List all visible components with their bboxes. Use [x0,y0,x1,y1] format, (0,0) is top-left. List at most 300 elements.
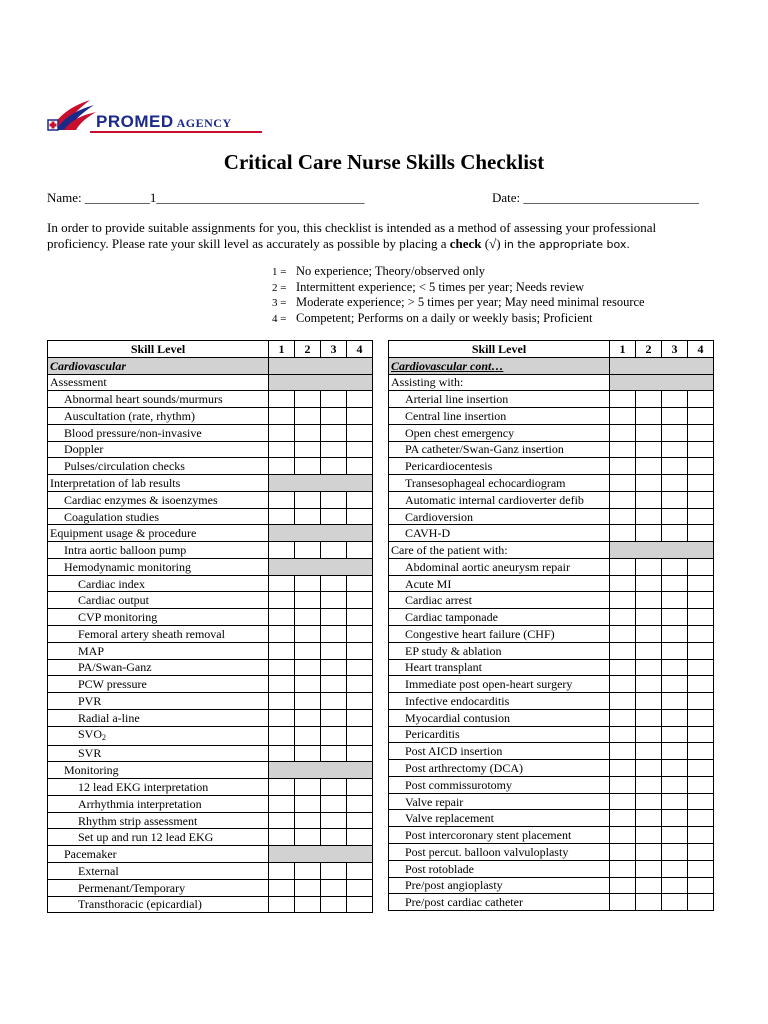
rating-4-box[interactable] [688,843,714,860]
rating-3-box[interactable] [321,491,347,508]
rating-4-box[interactable] [347,829,373,846]
skill-label [389,558,610,575]
rating-1-box[interactable] [269,879,295,896]
rating-4-box[interactable] [688,827,714,844]
rating-1-box[interactable] [269,626,295,643]
rating-2-box[interactable] [636,793,662,810]
rating-1-box[interactable] [610,894,636,911]
rating-2-box[interactable] [295,458,321,475]
rating-2-box[interactable] [295,879,321,896]
rating-2-box[interactable] [295,795,321,812]
rating-3-box[interactable] [321,408,347,425]
rating-1-box[interactable] [610,592,636,609]
skill-row [48,896,373,913]
rating-2-box[interactable] [295,896,321,913]
rating-1-box[interactable] [610,860,636,877]
skill-label [48,693,269,710]
rating-4-box[interactable] [347,508,373,525]
skill-label-text: Post percut. balloon valvuloplasty [405,844,569,859]
skill-row [389,609,714,626]
rating-1-box[interactable] [269,491,295,508]
rating-4-box[interactable] [688,877,714,894]
rating-1-box[interactable] [269,609,295,626]
skill-label-text: Cardiovascular cont… [391,358,504,373]
rating-2-box[interactable] [295,542,321,559]
rating-4-box[interactable] [688,458,714,475]
rating-2-box[interactable] [636,575,662,592]
rating-1-box[interactable] [610,726,636,743]
rating-2-box[interactable] [636,626,662,643]
skill-label [389,626,610,643]
rating-3-box[interactable] [662,827,688,844]
skill-label [48,779,269,796]
rating-2-box[interactable] [636,877,662,894]
rating-3-box[interactable] [662,525,688,542]
rating-1-box[interactable] [610,408,636,425]
rating-1-box[interactable] [610,760,636,777]
rating-4-box[interactable] [347,812,373,829]
rating-4-box[interactable] [688,391,714,408]
rating-2-box[interactable] [636,894,662,911]
rating-4-box[interactable] [347,391,373,408]
skill-label-text: 12 lead EKG interpretation [78,780,209,795]
rating-1-box[interactable] [610,491,636,508]
rating-4-box[interactable] [347,779,373,796]
skill-row [389,424,714,441]
rating-3-box[interactable] [321,862,347,879]
rating-3-box[interactable] [662,877,688,894]
rating-2-box[interactable] [295,508,321,525]
rating-2-box[interactable] [636,743,662,760]
intro-check-word: check [449,236,482,251]
rating-1-box[interactable] [610,558,636,575]
skill-label-text: Pericarditis [405,727,460,742]
rating-4-box[interactable] [688,810,714,827]
rating-1-box[interactable] [269,693,295,710]
rating-shaded-cell [269,374,373,391]
rating-2-box[interactable] [295,779,321,796]
rating-2-box[interactable] [295,642,321,659]
skill-label-text: PVR [78,693,102,708]
rating-2-box[interactable] [295,592,321,609]
rating-1-box[interactable] [269,424,295,441]
skill-label-text: Valve repair [405,794,464,809]
rating-3-box[interactable] [321,829,347,846]
rating-1-box[interactable] [610,659,636,676]
skill-label-text: CAVH-D [405,526,451,541]
skill-label [389,827,610,844]
rating-1-box[interactable] [269,676,295,693]
rating-4-box[interactable] [688,693,714,710]
rating-4-box[interactable] [688,659,714,676]
rating-3-box[interactable] [321,642,347,659]
legend-row [272,295,645,311]
skill-label-text: Doppler [64,442,104,457]
skill-label-text: Cardiac tamponade [405,610,498,625]
skill-label [389,760,610,777]
rating-3-box[interactable] [662,592,688,609]
rating-1-box[interactable] [610,793,636,810]
rating-3-box[interactable] [321,391,347,408]
rating-2-box[interactable] [636,592,662,609]
rating-4-box[interactable] [688,592,714,609]
rating-2-box[interactable] [295,408,321,425]
rating-1-box[interactable] [269,441,295,458]
rating-4-box[interactable] [347,795,373,812]
rating-3-box[interactable] [321,879,347,896]
rating-4-box[interactable] [347,676,373,693]
rating-3-box[interactable] [662,458,688,475]
date-field[interactable]: Date: ___________________________ [492,190,699,205]
skill-label-text: Rhythm strip assessment [78,813,198,828]
skill-label [48,424,269,441]
rating-4-box[interactable] [347,642,373,659]
rating-3-box[interactable] [321,795,347,812]
rating-shaded-cell [610,374,714,391]
logo-suffix: AGENCY [176,116,232,130]
rating-2-box[interactable] [636,659,662,676]
rating-1-box[interactable] [269,709,295,726]
skill-label [389,810,610,827]
skill-label-text: Set up and run 12 lead EKG [78,830,214,845]
rating-1-box[interactable] [610,676,636,693]
rating-4-box[interactable] [688,760,714,777]
rating-4-box[interactable] [688,793,714,810]
name-field[interactable]: Name: __________1________________________________ [47,190,365,205]
legend-num: 4 = [272,312,287,325]
rating-1-box[interactable] [269,862,295,879]
rating-1-box[interactable] [269,391,295,408]
rating-3-box[interactable] [321,745,347,762]
rating-3-box[interactable] [662,793,688,810]
rating-4-box[interactable] [347,441,373,458]
skill-label [48,709,269,726]
rating-3-box[interactable] [321,542,347,559]
rating-4-box[interactable] [688,475,714,492]
rating-4-box[interactable] [688,441,714,458]
rating-3-box[interactable] [662,843,688,860]
rating-1-box[interactable] [269,795,295,812]
skill-row [389,894,714,911]
rating-2-box[interactable] [636,458,662,475]
rating-1-box[interactable] [610,709,636,726]
rating-1-box[interactable] [610,441,636,458]
skill-label [48,896,269,913]
skill-row [48,609,373,626]
rating-1-box[interactable] [610,626,636,643]
rating-4-box[interactable] [688,508,714,525]
rating-1-box[interactable] [610,475,636,492]
rating-4-box[interactable] [347,424,373,441]
rating-2-box[interactable] [636,424,662,441]
rating-shaded-cell [269,357,373,374]
rating-4-box[interactable] [347,592,373,609]
rating-3-box[interactable] [662,860,688,877]
rating-3-box[interactable] [662,810,688,827]
rating-3-box[interactable] [662,642,688,659]
rating-1-box[interactable] [610,776,636,793]
rating-2-box[interactable] [636,441,662,458]
rating-3-box[interactable] [662,491,688,508]
skill-row [389,558,714,575]
rating-2-box[interactable] [636,391,662,408]
rating-2-box[interactable] [295,726,321,745]
rating-1-box[interactable] [269,812,295,829]
skill-row [48,642,373,659]
rating-4-box[interactable] [347,458,373,475]
rating-3-box[interactable] [321,508,347,525]
rating-2-box[interactable] [295,829,321,846]
rating-3-box[interactable] [662,475,688,492]
rating-3-box[interactable] [321,592,347,609]
rating-2-box[interactable] [636,843,662,860]
rating-3-box[interactable] [662,508,688,525]
rating-4-box[interactable] [347,575,373,592]
rating-4-box[interactable] [688,642,714,659]
rating-4-box[interactable] [347,693,373,710]
rating-3-box[interactable] [321,575,347,592]
rating-2-header: 2 [295,341,321,358]
rating-2-header: 2 [636,341,662,358]
rating-3-box[interactable] [321,626,347,643]
rating-3-box[interactable] [321,709,347,726]
rating-3-box[interactable] [662,743,688,760]
rating-3-box[interactable] [321,896,347,913]
intro-tail: in the appropriate box. [503,238,630,251]
skill-label-text: Blood pressure/non-invasive [64,425,202,440]
group-row [48,525,373,542]
rating-1-box[interactable] [269,659,295,676]
skill-row [389,441,714,458]
rating-1-box[interactable] [610,609,636,626]
rating-3-box[interactable] [321,779,347,796]
rating-4-box[interactable] [688,491,714,508]
skill-label-text: Cardioversion [405,509,473,524]
skill-label-text: Arrhythmia interpretation [78,796,202,811]
rating-2-box[interactable] [636,491,662,508]
rating-1-box[interactable] [610,843,636,860]
rating-4-box[interactable] [347,726,373,745]
skill-row [389,676,714,693]
rating-3-box[interactable] [662,894,688,911]
rating-1-box[interactable] [610,693,636,710]
rating-1-box[interactable] [610,877,636,894]
rating-4-box[interactable] [688,408,714,425]
rating-3-box[interactable] [662,676,688,693]
rating-1-box[interactable] [269,408,295,425]
rating-1-box[interactable] [269,458,295,475]
rating-4-box[interactable] [688,558,714,575]
rating-3-box[interactable] [321,812,347,829]
rating-1-box[interactable] [269,642,295,659]
skill-label-text: Transthoracic (epicardial) [78,897,202,912]
skill-label [48,357,269,374]
rating-2-box[interactable] [636,408,662,425]
rating-2-box[interactable] [295,862,321,879]
rating-3-box[interactable] [321,424,347,441]
rating-1-box[interactable] [610,525,636,542]
skill-label [389,424,610,441]
skill-label [389,860,610,877]
rating-1-box[interactable] [269,542,295,559]
rating-1-box[interactable] [610,391,636,408]
rating-2-box[interactable] [636,726,662,743]
skill-row [389,776,714,793]
rating-4-header: 4 [347,341,373,358]
rating-3-box[interactable] [662,659,688,676]
rating-3-box[interactable] [321,693,347,710]
legend-num: 3 = [272,297,287,309]
rating-2-box[interactable] [295,391,321,408]
rating-4-box[interactable] [688,626,714,643]
skill-label-text: Central line insertion [405,408,507,423]
rating-1-box[interactable] [269,896,295,913]
rating-1-box[interactable] [269,779,295,796]
rating-2-box[interactable] [295,693,321,710]
rating-1-box[interactable] [610,508,636,525]
rating-4-box[interactable] [688,525,714,542]
rating-2-box[interactable] [636,693,662,710]
rating-4-box[interactable] [688,743,714,760]
rating-4-box[interactable] [347,491,373,508]
rating-2-box[interactable] [295,575,321,592]
rating-shaded-cell [269,475,373,492]
rating-2-box[interactable] [295,609,321,626]
skill-level-header: Skill Level [389,341,610,358]
rating-2-box[interactable] [636,525,662,542]
rating-4-box[interactable] [347,896,373,913]
rating-1-box[interactable] [269,575,295,592]
rating-3-box[interactable] [662,441,688,458]
rating-4-box[interactable] [347,709,373,726]
skill-label-text: Pre/post angioplasty [405,878,503,893]
rating-1-box[interactable] [610,642,636,659]
rating-2-box[interactable] [636,558,662,575]
rating-2-box[interactable] [295,812,321,829]
skill-label [389,642,610,659]
rating-3-box[interactable] [662,760,688,777]
rating-1-box[interactable] [269,508,295,525]
rating-1-box[interactable] [610,424,636,441]
rating-2-box[interactable] [295,676,321,693]
group-row [48,762,373,779]
rating-3-box[interactable] [321,609,347,626]
rating-3-box[interactable] [662,776,688,793]
rating-3-box[interactable] [662,558,688,575]
rating-3-box[interactable] [321,659,347,676]
rating-2-box[interactable] [636,508,662,525]
skill-row [389,508,714,525]
rating-2-box[interactable] [295,626,321,643]
rating-4-box[interactable] [688,776,714,793]
rating-3-box[interactable] [662,626,688,643]
rating-3-box[interactable] [662,391,688,408]
skill-row [389,475,714,492]
rating-2-box[interactable] [636,676,662,693]
rating-2-box[interactable] [295,424,321,441]
rating-1-box[interactable] [269,592,295,609]
rating-1-box[interactable] [610,458,636,475]
rating-2-box[interactable] [636,609,662,626]
rating-3-box[interactable] [662,709,688,726]
table-header-row [48,341,373,358]
rating-4-box[interactable] [688,726,714,743]
skill-row [389,743,714,760]
rating-3-box[interactable] [662,726,688,743]
skill-label [389,575,610,592]
rating-2-box[interactable] [636,827,662,844]
rating-4-box[interactable] [347,626,373,643]
rating-3-header: 3 [321,341,347,358]
rating-4-box[interactable] [688,575,714,592]
rating-4-box[interactable] [347,542,373,559]
skill-label [48,525,269,542]
rating-2-box[interactable] [295,709,321,726]
rating-2-box[interactable] [636,709,662,726]
rating-4-box[interactable] [688,424,714,441]
group-row [48,558,373,575]
rating-2-box[interactable] [295,745,321,762]
rating-3-box[interactable] [662,408,688,425]
rating-2-box[interactable] [636,475,662,492]
rating-4-box[interactable] [347,745,373,762]
rating-4-box[interactable] [347,879,373,896]
rating-1-box[interactable] [610,810,636,827]
legend-text: Competent; Performs on a daily or weekly basis; Proficient [296,310,593,325]
rating-3-box[interactable] [321,441,347,458]
rating-3-box[interactable] [662,609,688,626]
legend-row [272,311,645,327]
rating-4-box[interactable] [688,709,714,726]
rating-3-box[interactable] [321,726,347,745]
rating-3-box[interactable] [662,575,688,592]
rating-1-box[interactable] [610,743,636,760]
rating-3-box[interactable] [662,424,688,441]
rating-4-box[interactable] [688,860,714,877]
rating-4-box[interactable] [347,408,373,425]
rating-3-box[interactable] [321,458,347,475]
rating-1-box[interactable] [269,745,295,762]
rating-4-box[interactable] [347,862,373,879]
rating-2-box[interactable] [636,860,662,877]
rating-1-box[interactable] [269,726,295,745]
rating-4-box[interactable] [688,609,714,626]
rating-shaded-cell [269,558,373,575]
rating-4-box[interactable] [688,894,714,911]
group-row [389,374,714,391]
skill-label-text: Cardiac enzymes & isoenzymes [64,492,218,507]
rating-2-box[interactable] [636,642,662,659]
rating-4-box[interactable] [688,676,714,693]
rating-2-box[interactable] [636,810,662,827]
page-title: Critical Care Nurse Skills Checklist [223,150,545,174]
rating-1-box[interactable] [610,575,636,592]
rating-3-box[interactable] [662,693,688,710]
rating-2-box[interactable] [636,776,662,793]
skill-row [389,760,714,777]
rating-1-box[interactable] [269,829,295,846]
rating-4-box[interactable] [347,609,373,626]
rating-4-box[interactable] [347,659,373,676]
rating-2-box[interactable] [295,491,321,508]
rating-1-box[interactable] [610,827,636,844]
rating-2-box[interactable] [295,659,321,676]
rating-2-box[interactable] [636,760,662,777]
rating-2-box[interactable] [295,441,321,458]
skill-row [48,542,373,559]
legend-num: 1 = [272,266,287,278]
rating-3-box[interactable] [321,676,347,693]
